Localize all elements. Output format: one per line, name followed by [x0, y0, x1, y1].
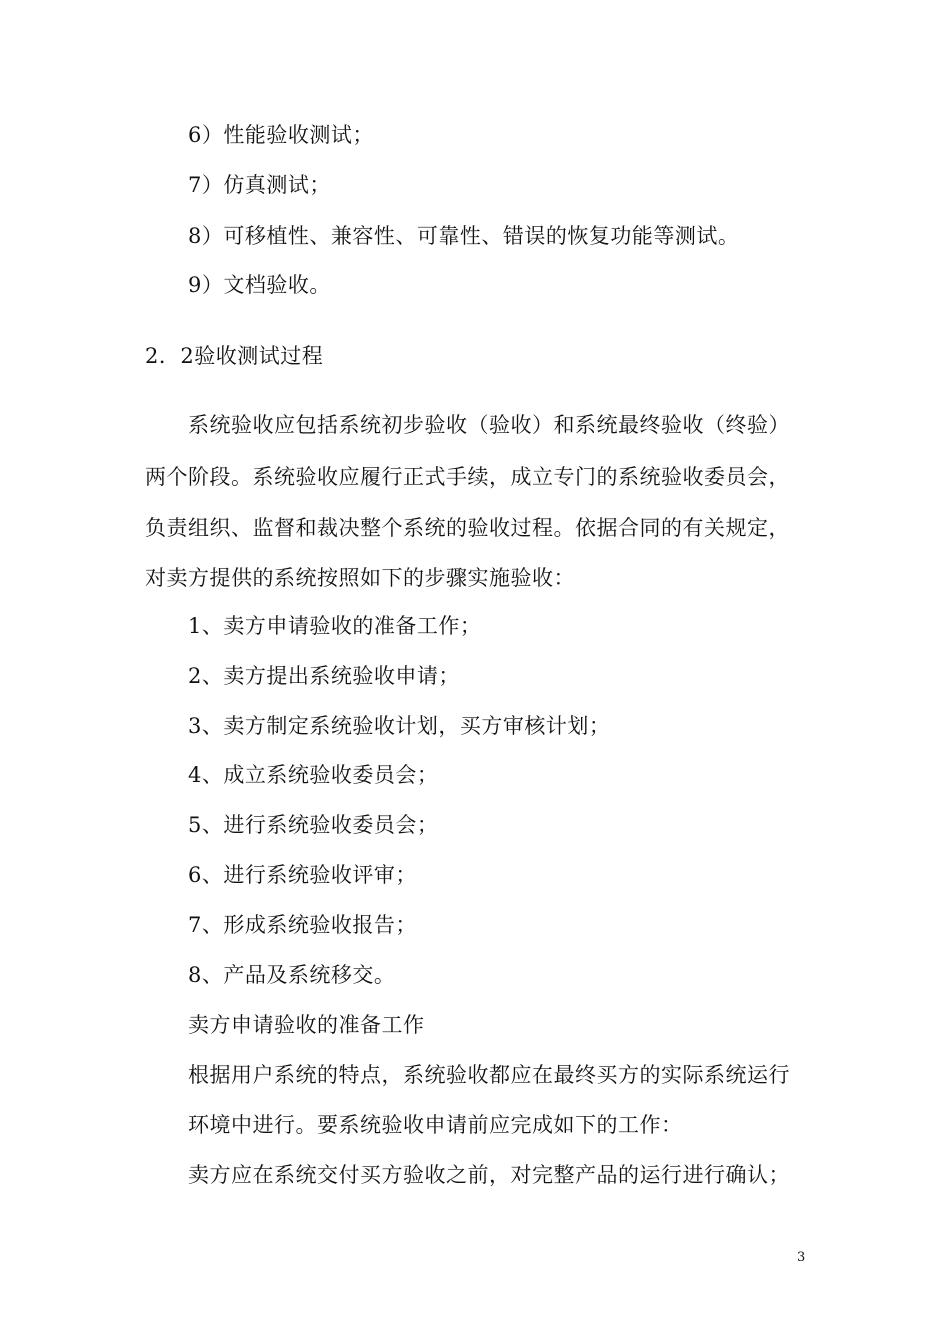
list-item-document-acceptance: 9）文档验收。 — [188, 273, 331, 297]
section-heading: 2．2验收测试过程 — [145, 344, 324, 368]
step-item: 4、成立系统验收委员会； — [188, 763, 439, 787]
list-item-performance-test: 6）性能验收测试； — [188, 123, 374, 147]
step-item: 5、进行系统验收委员会； — [188, 813, 439, 837]
step-item: 6、进行系统验收评审； — [188, 863, 417, 887]
step-item: 7、形成系统验收报告； — [188, 913, 417, 937]
step-item: 2、卖方提出系统验收申请； — [188, 664, 460, 688]
paragraph-line: 系统验收应包括系统初步验收（验收）和系统最终验收（终验） — [188, 413, 790, 437]
list-item-simulation-test: 7）仿真测试； — [188, 173, 331, 197]
paragraph-line: 对卖方提供的系统按照如下的步骤实施验收： — [145, 566, 575, 590]
step-item: 1、卖方申请验收的准备工作； — [188, 614, 482, 638]
page-number: 3 — [797, 1250, 806, 1265]
step-item: 3、卖方制定系统验收计划，买方审核计划； — [188, 714, 611, 738]
paragraph-line: 两个阶段。系统验收应履行正式手续，成立专门的系统验收委员会， — [145, 465, 790, 489]
list-item-portability-test: 8）可移植性、兼容性、可靠性、错误的恢复功能等测试。 — [188, 224, 740, 248]
subheading: 卖方申请验收的准备工作 — [188, 1013, 425, 1037]
paragraph-line: 负责组织、监督和裁决整个系统的验收过程。依据合同的有关规定， — [145, 516, 790, 540]
paragraph-line: 根据用户系统的特点，系统验收都应在最终买方的实际系统运行 — [188, 1063, 790, 1087]
paragraph-line: 卖方应在系统交付买方验收之前，对完整产品的运行进行确认； — [188, 1163, 790, 1187]
step-item: 8、产品及系统移交。 — [188, 963, 396, 987]
paragraph-line: 环境中进行。要系统验收申请前应完成如下的工作： — [188, 1113, 683, 1137]
